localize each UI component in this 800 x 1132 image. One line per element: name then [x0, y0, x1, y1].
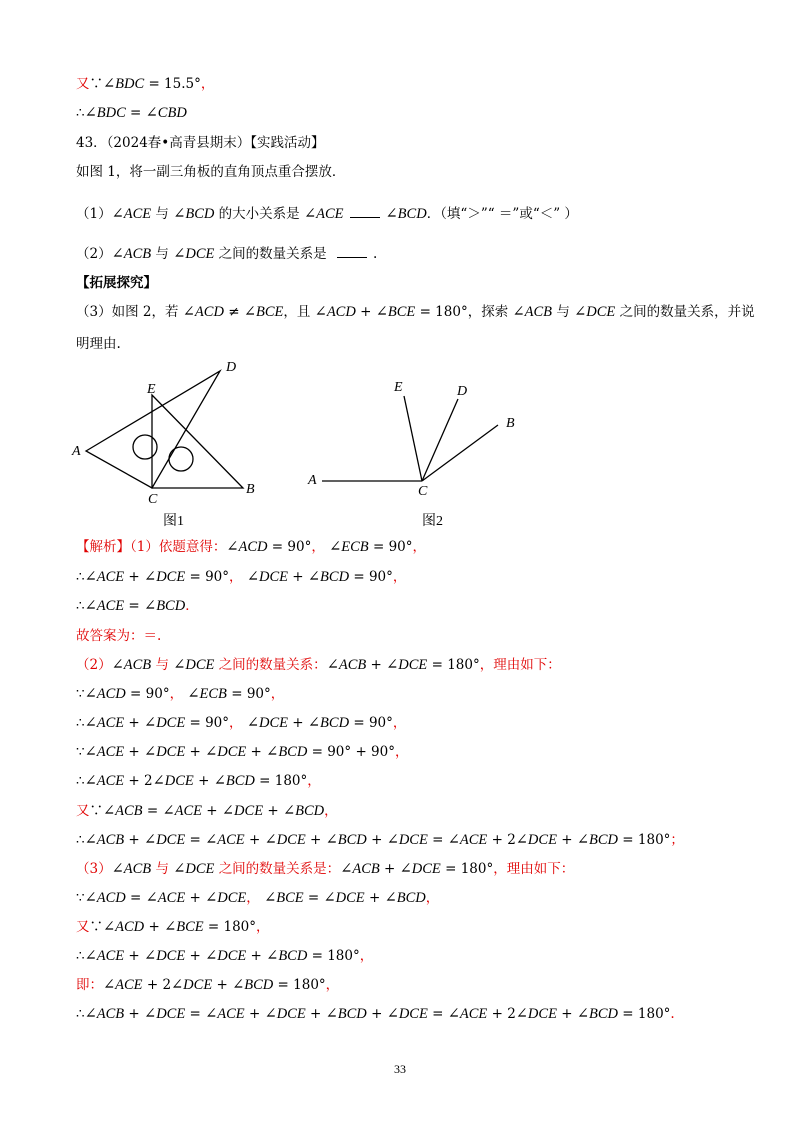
line-given-bdc: 又∵∠BDC = 15.5°，: [76, 76, 215, 92]
fig1-label-c: C: [148, 492, 158, 507]
fig2-label-c: C: [418, 484, 428, 499]
solution-line-14: 又∵∠ACD + ∠BCE = 180°，: [76, 919, 270, 935]
solution-line-16: 即：∠ACE + 2∠DCE + ∠BCD = 180°，: [76, 977, 340, 993]
fig1-circle-right: [169, 447, 193, 471]
solution-line-8: ∵∠ACE + ∠DCE + ∠DCE + ∠BCD = 90° + 90°，: [76, 744, 409, 760]
solution-line-10: 又∵∠ACB = ∠ACE + ∠DCE + ∠BCD，: [76, 803, 338, 819]
fig1-label-a: A: [72, 444, 81, 459]
solution-line-6: ∵∠ACD = 90°， ∠ECB = 90°，: [76, 686, 285, 702]
solution-line-11: ∴∠ACB + ∠DCE = ∠ACE + ∠DCE + ∠BCD + ∠DCE = ∠ACE + 2∠DCE + ∠BCD = 180°；: [76, 832, 684, 848]
fig2-caption: 图2: [422, 514, 443, 529]
fig2-ray-ce: [404, 396, 422, 481]
fig2-label-d: D: [457, 384, 468, 399]
expand-heading: 【拓展探究】: [76, 275, 157, 291]
page-number: 33: [394, 1062, 406, 1076]
solution-line-15: ∴∠ACE + ∠DCE + ∠DCE + ∠BCD = 180°，: [76, 948, 374, 964]
question-part3-line1: （3）如图 2，若 ∠ACD ≠ ∠BCE，且 ∠ACD + ∠BCE = 180°，探索 ∠ACB 与 ∠DCE 之间的数量关系，并说: [76, 304, 755, 320]
question-intro: 如图 1，将一副三角板的直角顶点重合摆放．: [76, 164, 346, 180]
question-title: 43．（2024春•高青县期末）【实践活动】: [76, 135, 325, 151]
solution-line-12: （3）∠ACB 与 ∠DCE 之间的数量关系是：∠ACB + ∠DCE = 180°，理由如下：: [76, 861, 575, 877]
solution-line-3: ∴∠ACE = ∠BCD．: [76, 598, 199, 614]
fig2-ray-cd: [422, 399, 458, 481]
fig1-label-d: D: [226, 360, 237, 375]
fig2-label-a: A: [308, 473, 317, 488]
solution-line-7: ∴∠ACE + ∠DCE = 90°， ∠DCE + ∠BCD = 90°，: [76, 715, 407, 731]
fig2-label-b: B: [506, 416, 515, 431]
fig1-caption: 图1: [163, 514, 184, 529]
fig1-label-b: B: [246, 482, 255, 497]
figure-1: [86, 371, 243, 488]
solution-line-1: 【解析】（1）依题意得：∠ACD = 90°， ∠ECB = 90°，: [76, 539, 426, 555]
solution-answer-1: 故答案为：＝.: [76, 628, 162, 644]
question-part2: （2）∠ACB 与 ∠DCE 之间的数量关系是 .: [76, 246, 378, 262]
solution-line-13: ∵∠ACD = ∠ACE + ∠DCE， ∠BCE = ∠DCE + ∠BCD，: [76, 890, 440, 906]
line-conclusion-bdc: ∴∠BDC = ∠CBD: [76, 105, 187, 121]
question-part3-line2: 明理由.: [76, 336, 121, 352]
fig2-ray-cb: [422, 425, 498, 481]
solution-line-17: ∴∠ACB + ∠DCE = ∠ACE + ∠DCE + ∠BCD + ∠DCE = ∠ACE + 2∠DCE + ∠BCD = 180°.: [76, 1006, 675, 1022]
figure-2: [322, 396, 498, 481]
solution-line-9: ∴∠ACE + 2∠DCE + ∠BCD = 180°，: [76, 773, 321, 789]
fig1-circle-left: [133, 435, 157, 459]
solution-line-5: （2）∠ACB 与 ∠DCE 之间的数量关系：∠ACB + ∠DCE = 180°，理由如下：: [76, 657, 561, 673]
fig1-label-e: E: [147, 382, 156, 397]
fig2-label-e: E: [394, 380, 403, 395]
solution-line-2: ∴∠ACE + ∠DCE = 90°， ∠DCE + ∠BCD = 90°，: [76, 569, 407, 585]
figure-area: [60, 355, 540, 530]
question-part1: （1）∠ACE 与 ∠BCD 的大小关系是 ∠ACE ∠BCD．（填“＞”“ ＝”或“＜” ）: [76, 206, 578, 222]
